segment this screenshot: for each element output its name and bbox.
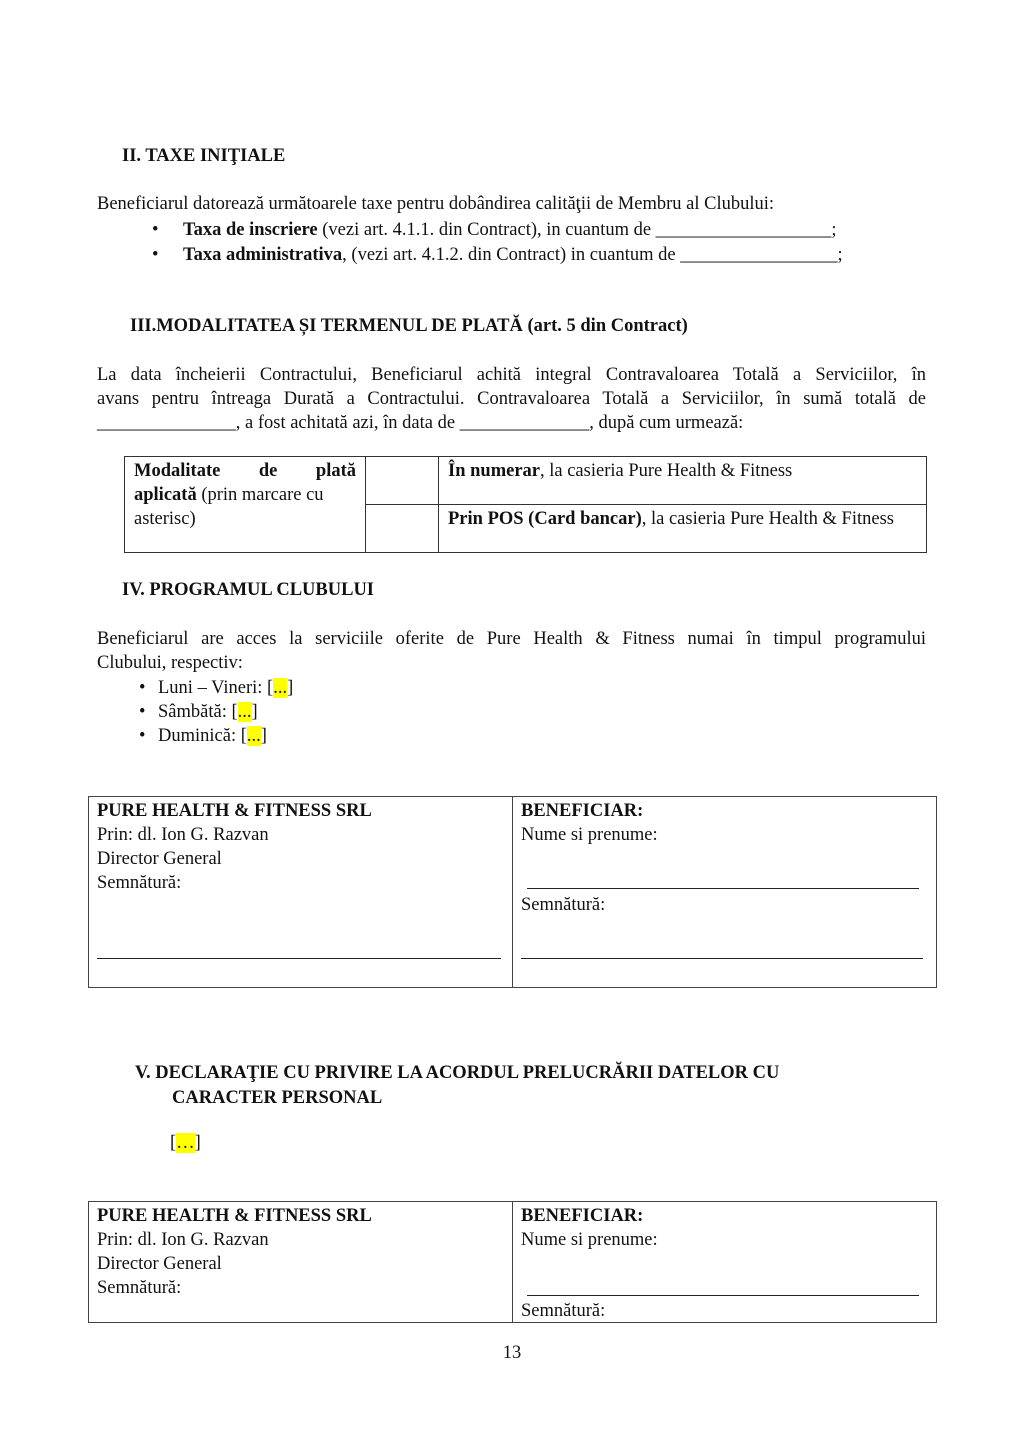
beneficiary-signature-line[interactable] (521, 958, 923, 959)
schedule-item-saturday: • Sâmbătă: [...] (139, 702, 258, 722)
bullet-icon: • (152, 245, 159, 265)
company-signature-cell (97, 1204, 372, 1322)
fee-item-administrative: • Taxa administrativa, (vezi art. 4.1.2. din Contract) in cuantum de _________________; (152, 245, 843, 265)
representative-role: Director General (97, 849, 222, 869)
beneficiary-name-line[interactable] (527, 888, 919, 889)
pos-option-cell: Prin POS (Card bancar), la casieria Pure Health & Fitness (439, 505, 927, 553)
section-iii-paragraph: La data încheierii Contractului, Beneficiarul achită integral Contravaloarea Totală a Serviciilor, în avans pentru întreaga Durată a Contractului. Contravaloarea Totală a Serviciilor, în sumă totală de _______________, a fost achitată azi, în data de ______________, după cum urmează: (97, 365, 926, 433)
schedule-item-weekdays: • Luni – Vineri: [...] (139, 678, 294, 698)
section-iv-paragraph: Beneficiarul are acces la serviciile oferite de Pure Health & Fitness numai în timpul programului Clubului, respectiv: (97, 629, 926, 673)
schedule-item-sunday: • Duminică: [...] (139, 726, 267, 746)
company-name: PURE HEALTH & FITNESS SRL (97, 1206, 372, 1226)
signature-divider (512, 1202, 513, 1322)
section-iii-heading: III.MODALITATEA ȘI TERMENUL DE PLATĂ (art. 5 din Contract) (130, 316, 688, 336)
signature-divider (512, 797, 513, 987)
company-representative: Prin: dl. Ion G. Razvan (97, 1230, 269, 1250)
company-signature-label: Semnătură: (97, 873, 182, 893)
bullet-icon: • (152, 220, 159, 240)
beneficiary-name-label: Nume si prenume: (521, 1230, 658, 1250)
section-ii-heading: II. TAXE INIŢIALE (122, 146, 286, 166)
section-iv-heading: IV. PROGRAMUL CLUBULUI (122, 580, 375, 600)
beneficiary-label: BENEFICIAR: (521, 1206, 644, 1226)
company-name: PURE HEALTH & FITNESS SRL (97, 801, 372, 821)
signature-table-2 (88, 1201, 937, 1323)
representative-role: Director General (97, 1254, 222, 1274)
section-v-placeholder: […] (170, 1133, 201, 1153)
bullet-icon: • (139, 702, 146, 722)
bullet-icon: • (139, 678, 146, 698)
cash-option-cell: În numerar, la casieria Pure Health & Fitness (439, 457, 927, 505)
pos-mark-cell[interactable] (366, 505, 439, 553)
beneficiary-signature-label: Semnătură: (521, 1301, 606, 1321)
beneficiary-name-label: Nume si prenume: (521, 825, 658, 845)
section-ii-intro: Beneficiarul datorează următoarele taxe pentru dobândirea calităţii de Membru al Clubului: (97, 194, 775, 214)
payment-method-table (124, 456, 927, 553)
section-v-heading: V. DECLARAŢIE CU PRIVIRE LA ACORDUL PRELUCRĂRII DATELOR CU CARACTER PERSONAL (135, 1063, 780, 1108)
company-signature-line[interactable] (97, 958, 501, 959)
fee-item-registration: • Taxa de inscriere (vezi art. 4.1.1. din Contract), in cuantum de ___________________; (152, 220, 837, 240)
company-representative: Prin: dl. Ion G. Razvan (97, 825, 269, 845)
beneficiary-label: BENEFICIAR: (521, 801, 644, 821)
beneficiary-signature-label: Semnătură: (521, 895, 606, 915)
beneficiary-name-line[interactable] (527, 1295, 919, 1296)
page-number: 13 (502, 1343, 522, 1363)
cash-mark-cell[interactable] (366, 457, 439, 505)
signature-table-1 (88, 796, 937, 988)
company-signature-label: Semnătură: (97, 1278, 182, 1298)
bullet-icon: • (139, 726, 146, 746)
payment-method-label-cell: Modalitate de plată aplicată (prin marcare cu asterisc) (125, 457, 366, 553)
